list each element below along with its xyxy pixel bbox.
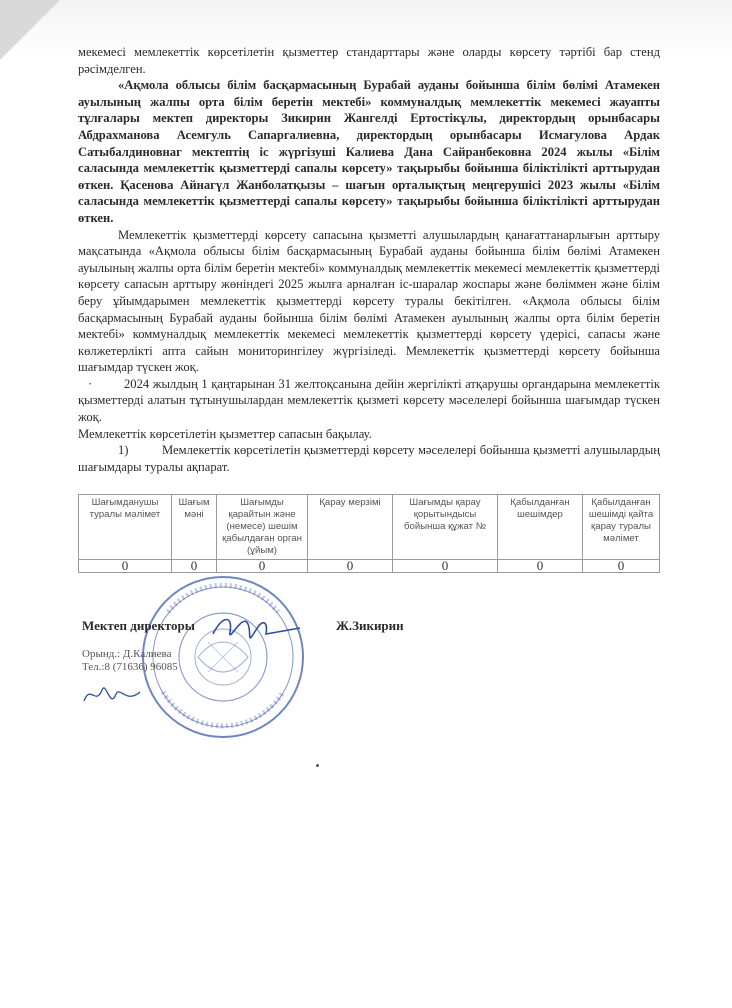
phone-line: Тел.:8 (71636) 96085 xyxy=(82,661,178,673)
scan-speck xyxy=(316,764,319,767)
col-header: Қарау мерзімі xyxy=(308,495,393,560)
list-item-1 xyxy=(78,442,660,475)
col-header: Шағым мәні xyxy=(172,495,217,560)
col-header: Шағымданушы туралы мәлімет xyxy=(79,495,172,560)
folded-corner xyxy=(0,0,60,60)
document-body xyxy=(78,44,660,475)
table-header-row xyxy=(79,495,660,560)
list-number: 1) xyxy=(118,443,129,458)
table-cell: 0 xyxy=(498,560,583,573)
col-header: Шағымды қарайтын және (немесе) шешім қабылдаған орган (ұйым) xyxy=(217,495,308,560)
table-cell: 0 xyxy=(79,560,172,573)
initials-signature-icon xyxy=(80,676,150,716)
complaints-table xyxy=(78,494,660,573)
col-header: Қабылданған шешімдер xyxy=(498,495,583,560)
handwritten-signature-icon xyxy=(208,604,308,654)
table-cell: 0 xyxy=(583,560,660,573)
list-item-text: Мемлекеттік көрсетілетін қызметтерді көрсету мәселелері бойынша қызметті алушылардың шағымдары туралы ақпарат. xyxy=(78,443,660,474)
paragraph-2: «Ақмола облысы білім басқармасының Бурабай ауданы бойынша білім бөлімі Атамекен ауылының жалпы орта білім беретін мектебі» коммуналдық мемлекеттік мекемесі жауапты тұлғалары мектеп директоры Зикирин Жангелді Ертостікұлы, директордың орынбасары Абдрахманова Асемгуль Сапаргалиевна, директордың орынбасары Исмагулова Ардак Сатыбалдиновнаг мектептің іс жүргізуші Калиева Дана Сайранбековна 2024 жылы «Білім саласында мемлекеттік қызметтерді сапалы көрсету» тақырыбы бойынша біліктілікті арттырудан өткен. Қасенова Айнагүл Жанболатқызы – шағын орталықтың меңгерушісі 2023 жылы «Білім саласында мемлекеттік қызметтерді сапалы көрсету» тақырыбы бойынша біліктілікті арттырудан өткен. xyxy=(78,78,660,225)
col-header: Шағымды қарау қорытындысы бойынша құжат № xyxy=(393,495,498,560)
executor-line: Орынд.: Д.Калиева xyxy=(82,648,172,660)
table-cell: 0 xyxy=(393,560,498,573)
paragraph-5: Мемлекеттік көрсетілетін қызметтер сапасын бақылау. xyxy=(78,426,372,441)
bullet-icon: · xyxy=(88,376,93,391)
table-cell: 0 xyxy=(308,560,393,573)
director-title: Мектеп директоры xyxy=(82,618,195,633)
table-row xyxy=(79,560,660,573)
paragraph-4 xyxy=(78,376,660,426)
col-header: Қабылданған шешімді қайта қарау туралы мәлімет xyxy=(583,495,660,560)
paragraph-3: Мемлекеттік қызметтерді көрсету сапасына қызметті алушылардың қанағаттанарлығын арттыру мақсатында «Ақмола облысы білім басқармасының Бурабай ауданы бойынша білім бөлімі Атамекен ауылының жалпы орта білім беретін мектебі» коммуналдық мемлекеттік мекемесі мемлекеттік қызметтерді көрсету сапасын арттыру жөніндегі 2025 жылға арналған іс-шаралар жоспары және бөліммен және білім беру ұйымдарымен мемлекеттік қызметтерді көрсету туралы бекітілген. «Ақмола облысы білім басқармасының Бурабай ауданы бойынша білім бөлімі Атамекен ауылының жалпы орта білім беретін мектебі» коммуналдық мемлекеттік мекемесі мемлекеттік қызметтерді көрсету үдерісі, сапасы және көлжетерлікті апта сайын мониторингілеу жүргізіледі. Мемлекеттік қызметтерді көрсету бойынша шағымдар түскен жоқ. xyxy=(78,227,660,375)
director-name: Ж.Зикирин xyxy=(336,618,404,633)
paragraph-1: мекемесі мемлекеттік көрсетілетін қызметтер стандарттары және оларды көрсету тәртібі бар стенд рәсімделген. xyxy=(78,45,660,76)
contact-info xyxy=(82,648,178,674)
table-cell: 0 xyxy=(172,560,217,573)
paragraph-4-text: 2024 жылдың 1 қаңтарынан 31 желтоқсанына дейін жергілікті атқарушы органдарына мемлекеттік қызметтерді алатын тұтынушылардан мемлекеттік қызметі көрсету мәселелері бойынша шағымдар түскен жоқ. xyxy=(78,376,660,425)
table-cell: 0 xyxy=(217,560,308,573)
